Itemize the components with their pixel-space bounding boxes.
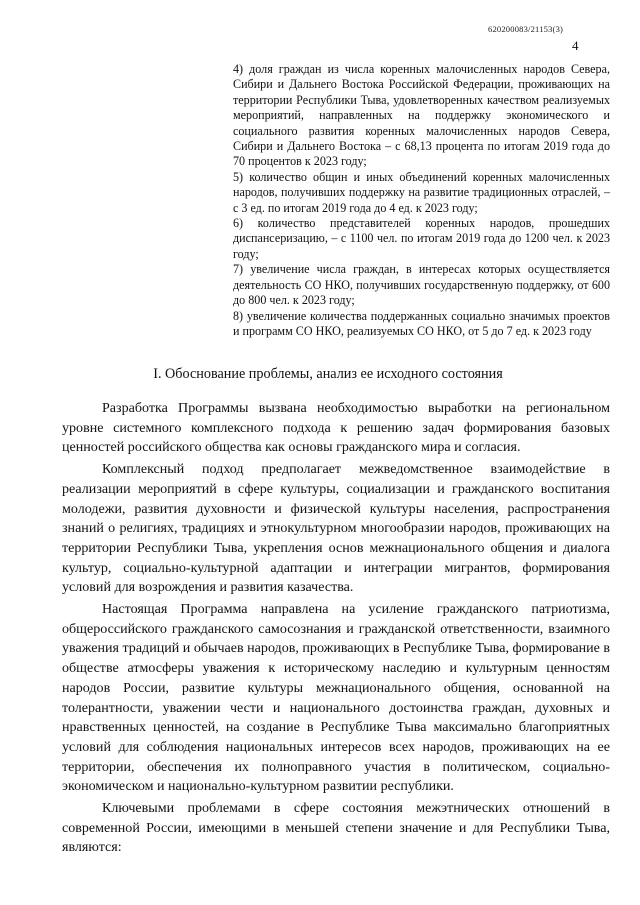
target-indicator-item: 6) количество представителей коренных народов, прошедших диспансеризацию, – с 1100 чел. по итогам 2019 года до 1200 чел. к 2023 году; [233,216,610,261]
target-indicator-item: 8) увеличение количества поддержанных социально значимых проектов и программ СО НКО, реализуемых СО НКО, от 5 до 7 ед. к 2023 году [233,308,610,338]
body-paragraph: Комплексный подход предполагает межведомственное взаимодействие в реализации мероприятий в сфере культуры, социализации и гражданского воспитания молодежи, развития духовности и физической культуры населения, распространения знаний о религиях, традициях и этнокультурном многообразии народов, проживающих на территории Республики Тыва, укрепления основ межнационального общения и диалога культур, социально-культурной адаптации и интеграции мигрантов, формирования условий для возрождения и развития казачества. [62,461,610,596]
body-paragraph: Ключевыми проблемами в сфере состояния межэтнических отношений в современной России, имеющими в меньшей степени значение и для Республики Тыва, являются: [62,800,610,856]
page-number: 4 [572,38,579,53]
body-paragraph: Разработка Программы вызвана необходимостью выработки на региональном уровне системного комплексного подхода к решению задач формирования базовых ценностей российского общества как основы гражданского мира и согласия. [62,400,610,456]
target-indicator-item: 5) количество общин и иных объединений коренных малочисленных народов, получивших поддержку на развитие традиционных отраслей, – с 3 ед. по итогам 2019 года до 4 ед. к 2023 году; [233,169,610,215]
target-indicators-list [233,62,610,339]
section-heading: I. Обоснование проблемы, анализ ее исходного состояния [153,366,503,382]
section-body [62,399,610,858]
target-indicator-item: 7) увеличение числа граждан, в интересах которых осуществляется деятельность СО НКО, получивших государственную поддержку, от 600 до 800 чел. к 2023 году; [233,262,610,308]
body-paragraph: Настоящая Программа направлена на усиление гражданского патриотизма, общероссийского гражданского самосознания и гражданской ответственности, взаимного уважения традиций и обычаев народов, проживающих в Республике Тыва, формирование в обществе атмосферы уважения к историческому наследию и культурным ценностям народов России, развитие культуры межнационального общения, основанной на толерантности, уважении чести и национального достоинства граждан, духовных и нравственных ценностей, на создание в Республике Тыва максимально благоприятных условий для соблюдения национальных интересов всех народов, проживающих на ее территории, обеспечения их полноправного участия в политическом, социально-экономическом и национально-культурном развитии республики. [62,601,610,795]
document-registration-code: 620200083/21153(3) [488,24,564,34]
target-indicator-item: 4) доля граждан из числа коренных малочисленных народов Севера, Сибири и Дальнего Востока Российской Федерации, проживающих на территории Республики Тыва, удовлетворенных качеством реализуемых мероприятий, направленных на поддержку экономического и социального развития коренных малочисленных народов Севера, Сибири и Дальнего Востока – с 68,13 процента по итогам 2019 года до 70 процентов к 2023 году; [233,62,610,169]
